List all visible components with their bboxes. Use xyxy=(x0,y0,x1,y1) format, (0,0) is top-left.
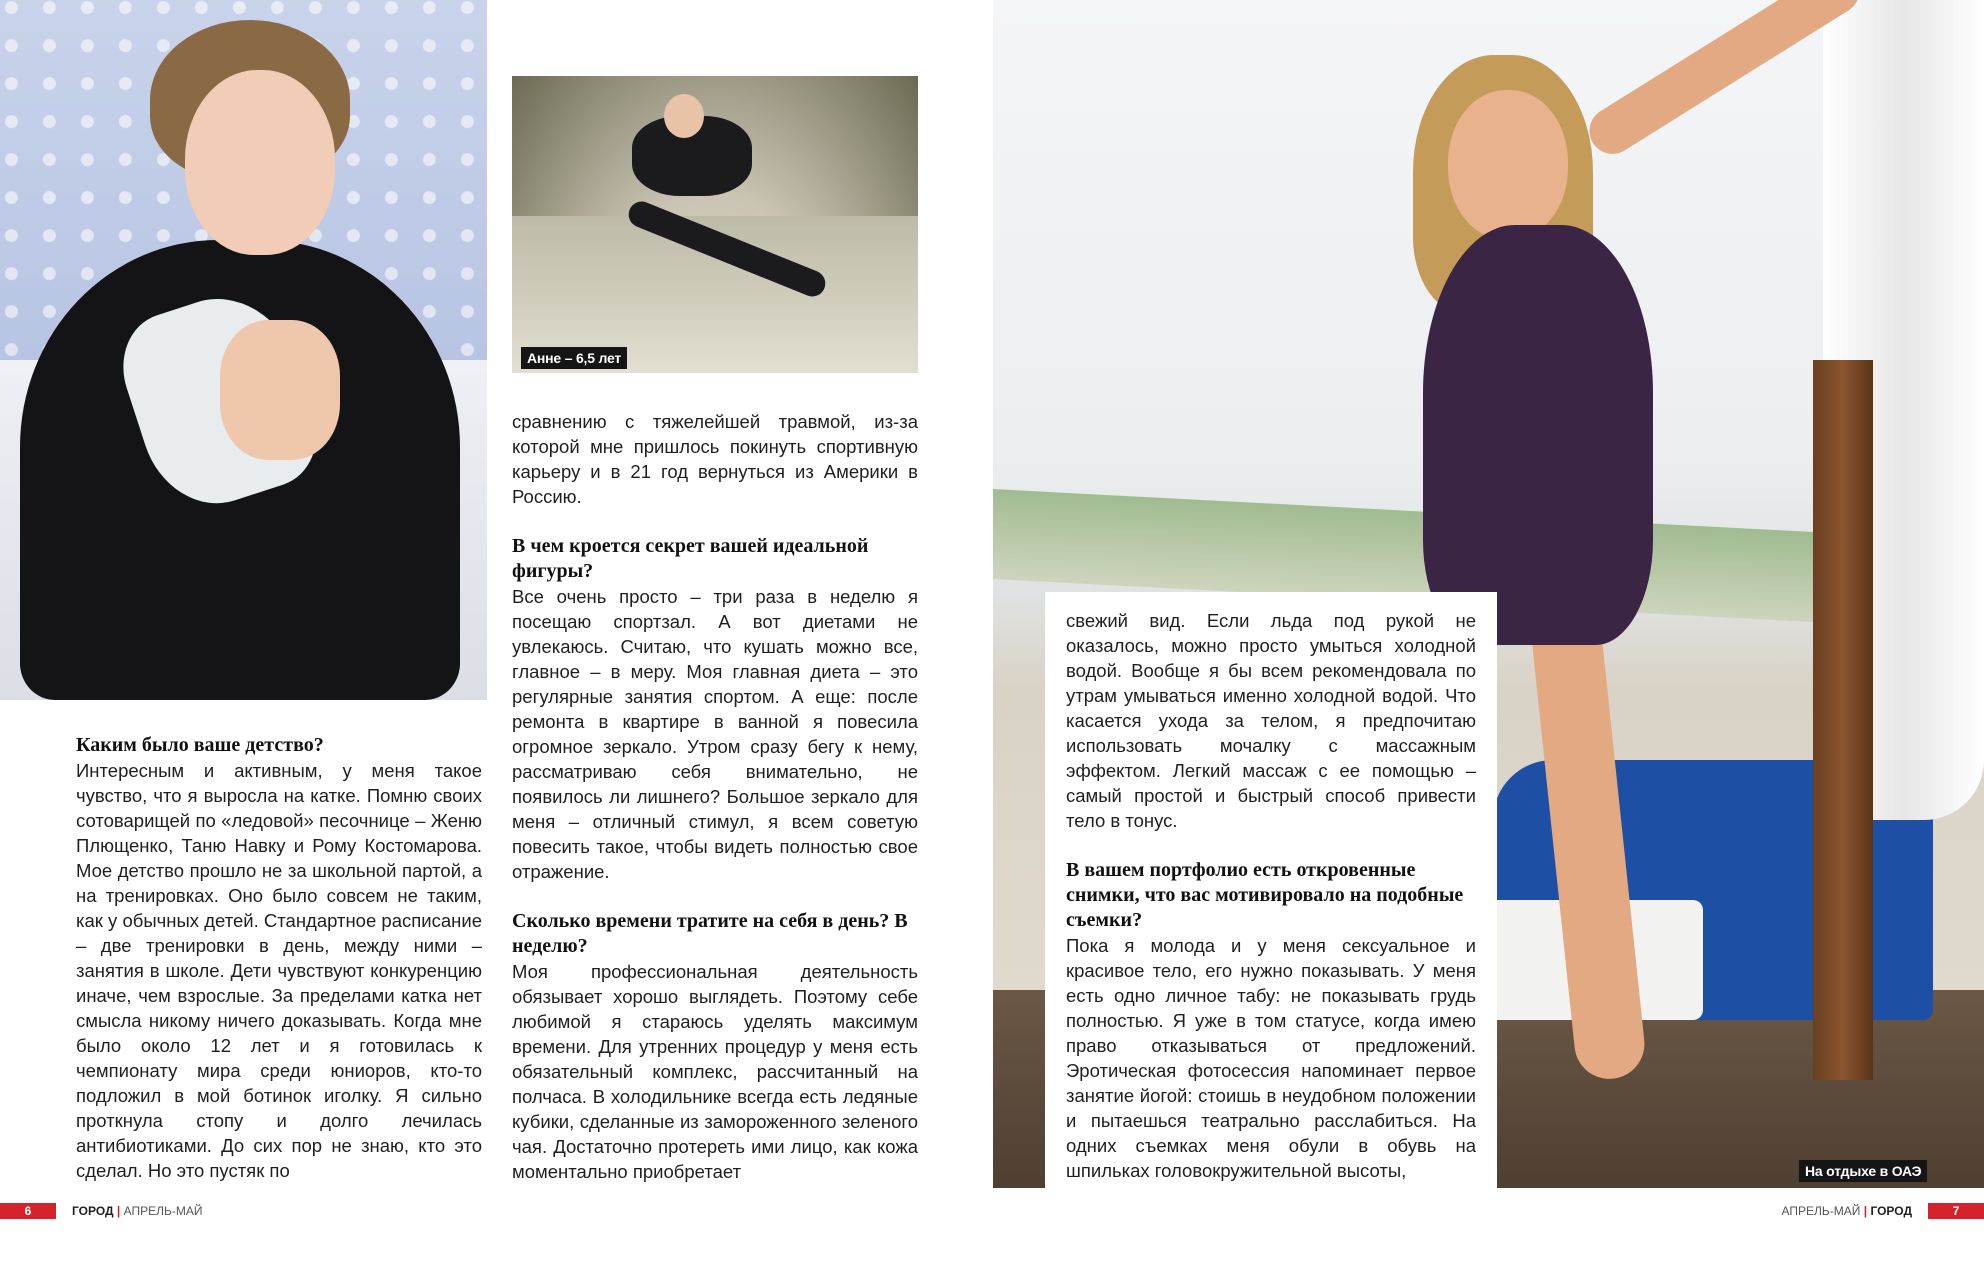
childhood-skating-photo xyxy=(512,76,918,373)
answer-portfolio: Пока я молода и у меня сексуальное и красивое тело, его нужно показывать. У меня есть одно личное табу: не показывать грудь полностью. Я уже в том статусе, когда имею право отказываться от предложений. Эротическая фотосессия напоминает первое занятие йогой: стоишь в неудобном положении и пытаешься театрально расслабиться. На одних съемках меня обули в обувь на шпильках головокружительной высоты, xyxy=(1066,935,1476,1181)
magazine-name-left: ГОРОД xyxy=(72,1204,114,1218)
question-childhood: Каким было ваше детство? xyxy=(76,734,324,756)
magazine-name-right: ГОРОД xyxy=(1870,1204,1912,1218)
question-time: Сколько времени тратите на себя в день? В неделю? xyxy=(512,910,908,957)
answer-time-continuation: свежий вид. Если льда под рукой не оказалось, можно просто умыться холодной водой. Вообще я бы всем рекомендовала по утрам умываться именно холодной водой. Что касается ухода за телом, я предпочитаю использовать мочалку с массажным эффектом. Легкий массаж с ее помощью – самый простой и быстрый способ привести тело в тонус. xyxy=(1066,610,1476,831)
beach-photo-caption: На отдыхе в ОАЭ xyxy=(1799,1160,1927,1182)
question-figure: В чем кроется секрет вашей идеальной фигуры? xyxy=(512,535,869,582)
answer-figure: Все очень просто – три раза в неделю я посещаю спортзал. А вот диетами не увлекаюсь. Считаю, что кушать можно все, главное – в меру. Моя главная диета – это регулярные занятия спортом. А еще: после ремонта в квартире в ванной я повесила огромное зеркало. Утром сразу бегу к нему, рассматриваю себя внимательно, не появилось ли лишнего? Большое зеркало для меня – отличный стимул, я всем советую повесить такое, чтобы видеть полностью свое отражение. xyxy=(512,586,918,882)
answer-time: Моя профессиональная деятельность обязывает хорошо выглядеть. Поэтому себе любимой я стараюсь уделять максимум времени. Для утренних процедур у меня есть обязательный комплекс, рассчитанный на полчаса. В холодильнике всегда есть ледяные кубики, сделанные из замороженного зеленого чая. Достаточно протереть ими лицо, как кожа моментально приобретает xyxy=(512,961,918,1182)
question-portfolio: В вашем портфолио есть откровенные снимки, что вас мотивировало на подобные съемки? xyxy=(1066,859,1464,931)
running-head-left: ГОРОД | АПРЕЛЬ-МАЙ xyxy=(72,1204,203,1218)
page-number-right: 7 xyxy=(1928,1203,1984,1219)
portrait-photo-with-skate xyxy=(0,0,487,700)
issue-right: АПРЕЛЬ-МАЙ xyxy=(1781,1204,1861,1218)
running-head-right: АПРЕЛЬ-МАЙ | ГОРОД xyxy=(1781,1204,1912,1218)
page-number-left: 6 xyxy=(0,1203,56,1219)
text-column-3 xyxy=(1066,608,1476,1183)
text-column-2 xyxy=(512,409,918,1184)
text-column-1 xyxy=(76,733,482,1183)
answer-childhood: Интересным и активным, у меня такое чувство, что я выросла на катке. Помню своих сотоварищей по «ледовой» песочнице – Женю Плющенко, Таню Навку и Рому Костомарова. Мое детство прошло не за школьной партой, а на тренировках. Оно было совсем не таким, как у обычных детей. Стандартное расписание – две тренировки в день, между ними – занятия в школе. Дети чувствуют конкуренцию иначе, чем взрослые. За пределами катка нет смысла никому ничего доказывать. Когда мне было около 12 лет и я готовилась к чемпионату мира среди юниоров, кто-то подложил в мой ботинок иголку. Я сильно проткнула стопу и долго лечилась антибиотиками. До сих пор не знаю, кто это сделал. Но это пустяк по xyxy=(76,760,482,1181)
answer-continuation: сравнению с тяжелейшей травмой, из-за которой мне пришлось покинуть спортивную карьеру и в 21 год вернуться из Америки в Россию. xyxy=(512,411,918,507)
issue-left: АПРЕЛЬ-МАЙ xyxy=(123,1204,203,1218)
child-photo-caption: Анне – 6,5 лет xyxy=(521,347,627,369)
